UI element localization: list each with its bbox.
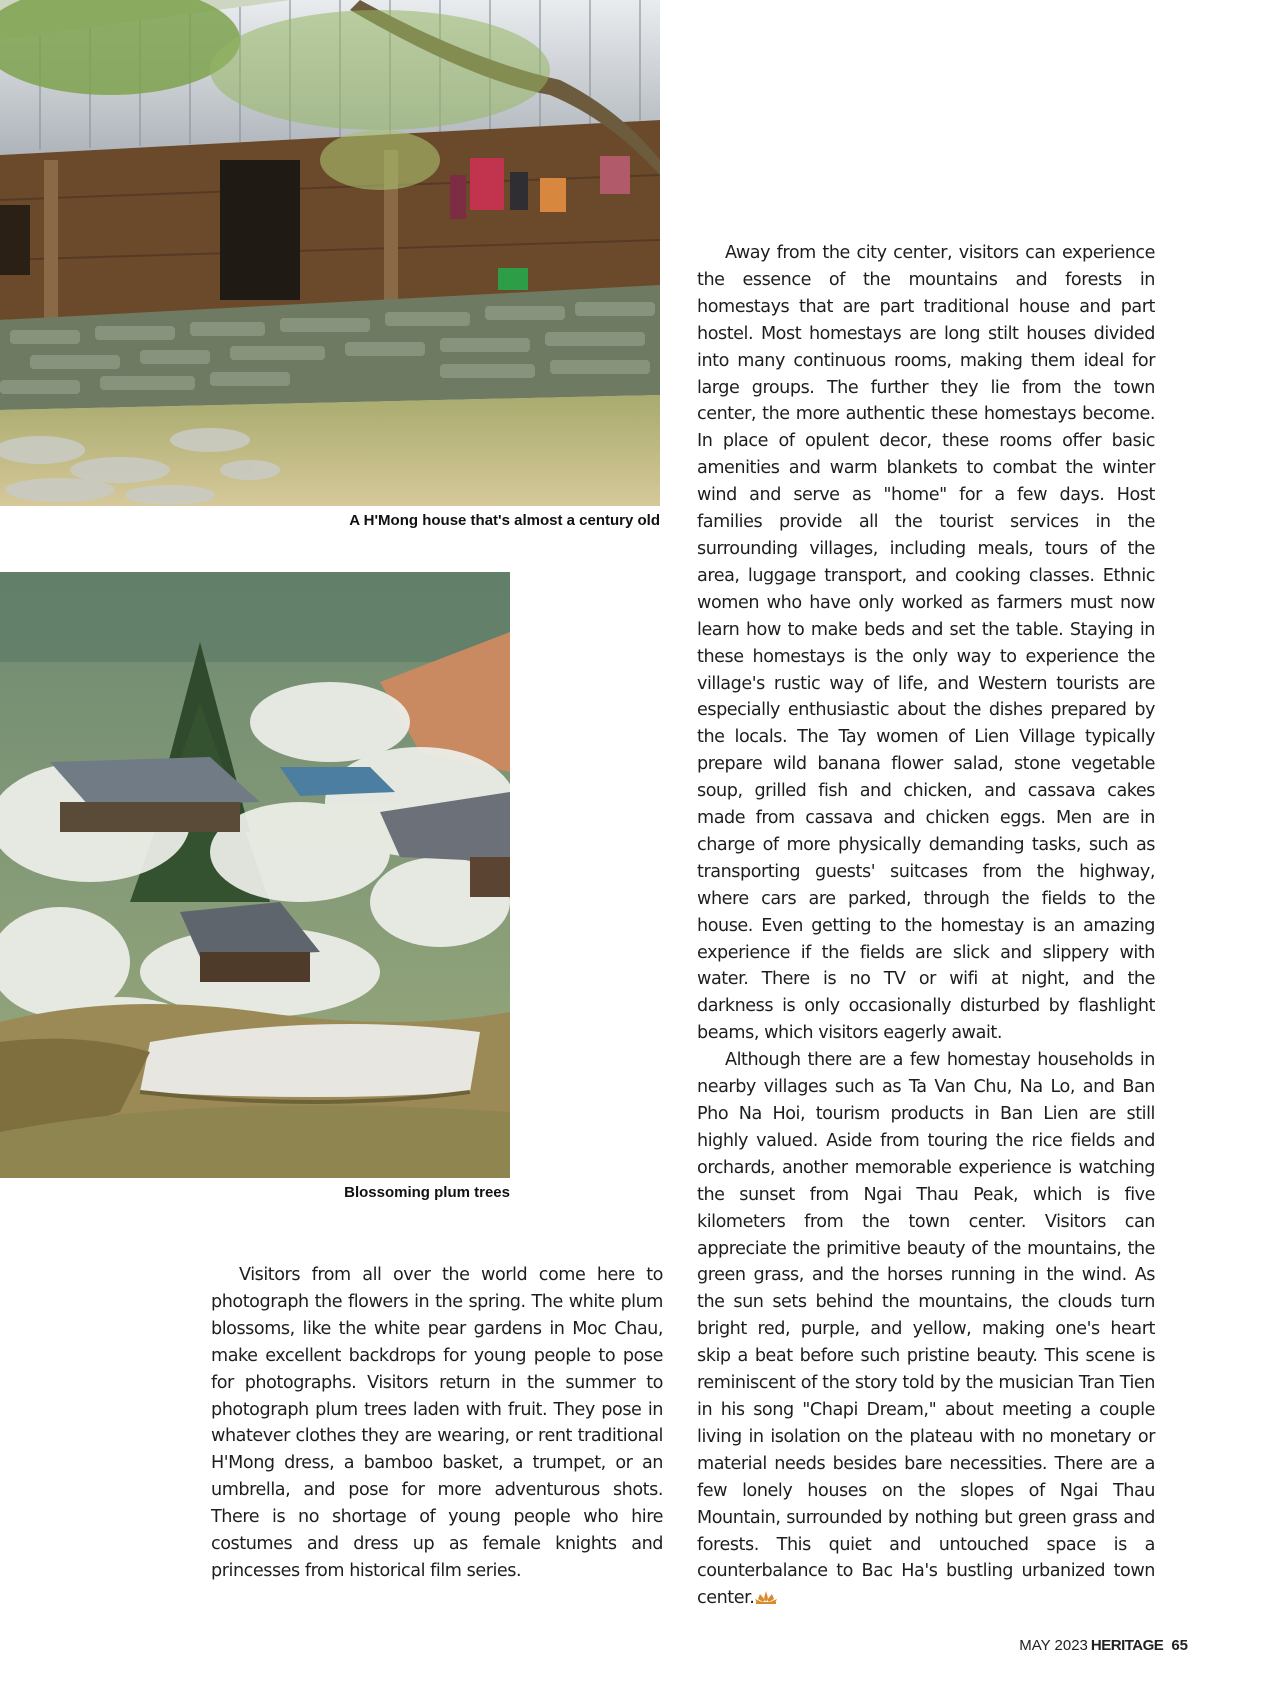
article-paragraph: Visitors from all over the world come here to photograph the flowers in the spring. The white plum blossoms, like the white pear gardens in Moc Chau, make excellent backdrops for young people to pose for photographs. Visitors return in the summer to photograph plum trees laden with fruit. They pose in whatever clothes they are wearing, or rent traditional H'Mong dress, a bamboo basket, a trumpet, or an umbrella, and pose for more adventurous shots. There is no shortage of young people who hire costumes and dress up as female knights and princesses from historical film series.: [211, 1265, 663, 1581]
house-photo-caption: A H'Mong house that's almost a century old: [349, 512, 660, 529]
article-right-column: [697, 240, 1155, 1612]
page-number: 65: [1171, 1637, 1188, 1654]
lotus-end-mark-icon: [755, 1590, 777, 1604]
plum-photo-caption: Blossoming plum trees: [344, 1184, 510, 1201]
article-paragraph-text: Although there are a few homestay households in nearby villages such as Ta Van Chu, Na Lo, and Ban Pho Na Hoi, tourism products in Ban Lien are still highly valued. Aside from touring the rice fields and orchards, another memorable experience is watching the sunset from Ngai Thau Peak, which is five kilometers from the town center. Visitors can appreciate the primitive beauty of the mountains, the green grass, and the horses running in the wind. As the sun sets behind the mountains, the clouds turn bright red, purple, and yellow, making one's heart skip a beat before such pristine beauty. This scene is reminiscent of the story told by the musician Tran Tien in his song "Chapi Dream," about meeting a couple living in isolation on the plateau with no monetary or material needs besides bare necessities. There are a few lonely houses on the slopes of Ngai Thau Mountain, surrounded by nothing but green grass and forests. This quiet and untouched space is a counterbalance to Bac Ha's bustling urbanized town center.: [697, 1050, 1155, 1609]
plum-blossom-photo: [0, 572, 510, 1178]
issue-date: MAY 2023: [1019, 1637, 1088, 1654]
magazine-name: HERITAGE: [1090, 1637, 1164, 1654]
hmong-house-photo: [0, 0, 660, 506]
article-paragraph: [697, 1047, 1155, 1612]
article-paragraph: Away from the city center, visitors can experience the essence of the mountains and forests in homestays that are part traditional house and part hostel. Most homestays are long stilt houses divided into many continuous rooms, making them ideal for large groups. The further they lie from the town center, the more authentic these homestays become. In place of opulent decor, these rooms offer basic amenities and warm blankets to combat the winter wind and serve as "home" for a few days. Host families provide all the tourist services in the surrounding villages, including meals, tours of the area, luggage transport, and cooking classes. Ethnic women who have only worked as farmers must now learn how to make beds and set the table. Staying in these homestays is the only way to experience the village's rustic way of life, and Western tourists are especially enthusiastic about the dishes prepared by the locals. The Tay women of Lien Village typically prepare wild banana flower salad, stone vegetable soup, grilled fish and chicken, and cassava cakes made from cassava and chicken eggs. Men are in charge of more physically demanding tasks, such as transporting guests' suitcases from the highway, where cars are parked, through the fields to the house. Even getting to the homestay is an amazing experience if the fields are slick and slippery with water. There is no TV or wifi at night, and the darkness is only occasionally disturbed by flashlight beams, which visitors eagerly await.: [697, 243, 1155, 1044]
article-left-column: [211, 1262, 663, 1585]
page-footer: [1019, 1637, 1188, 1654]
